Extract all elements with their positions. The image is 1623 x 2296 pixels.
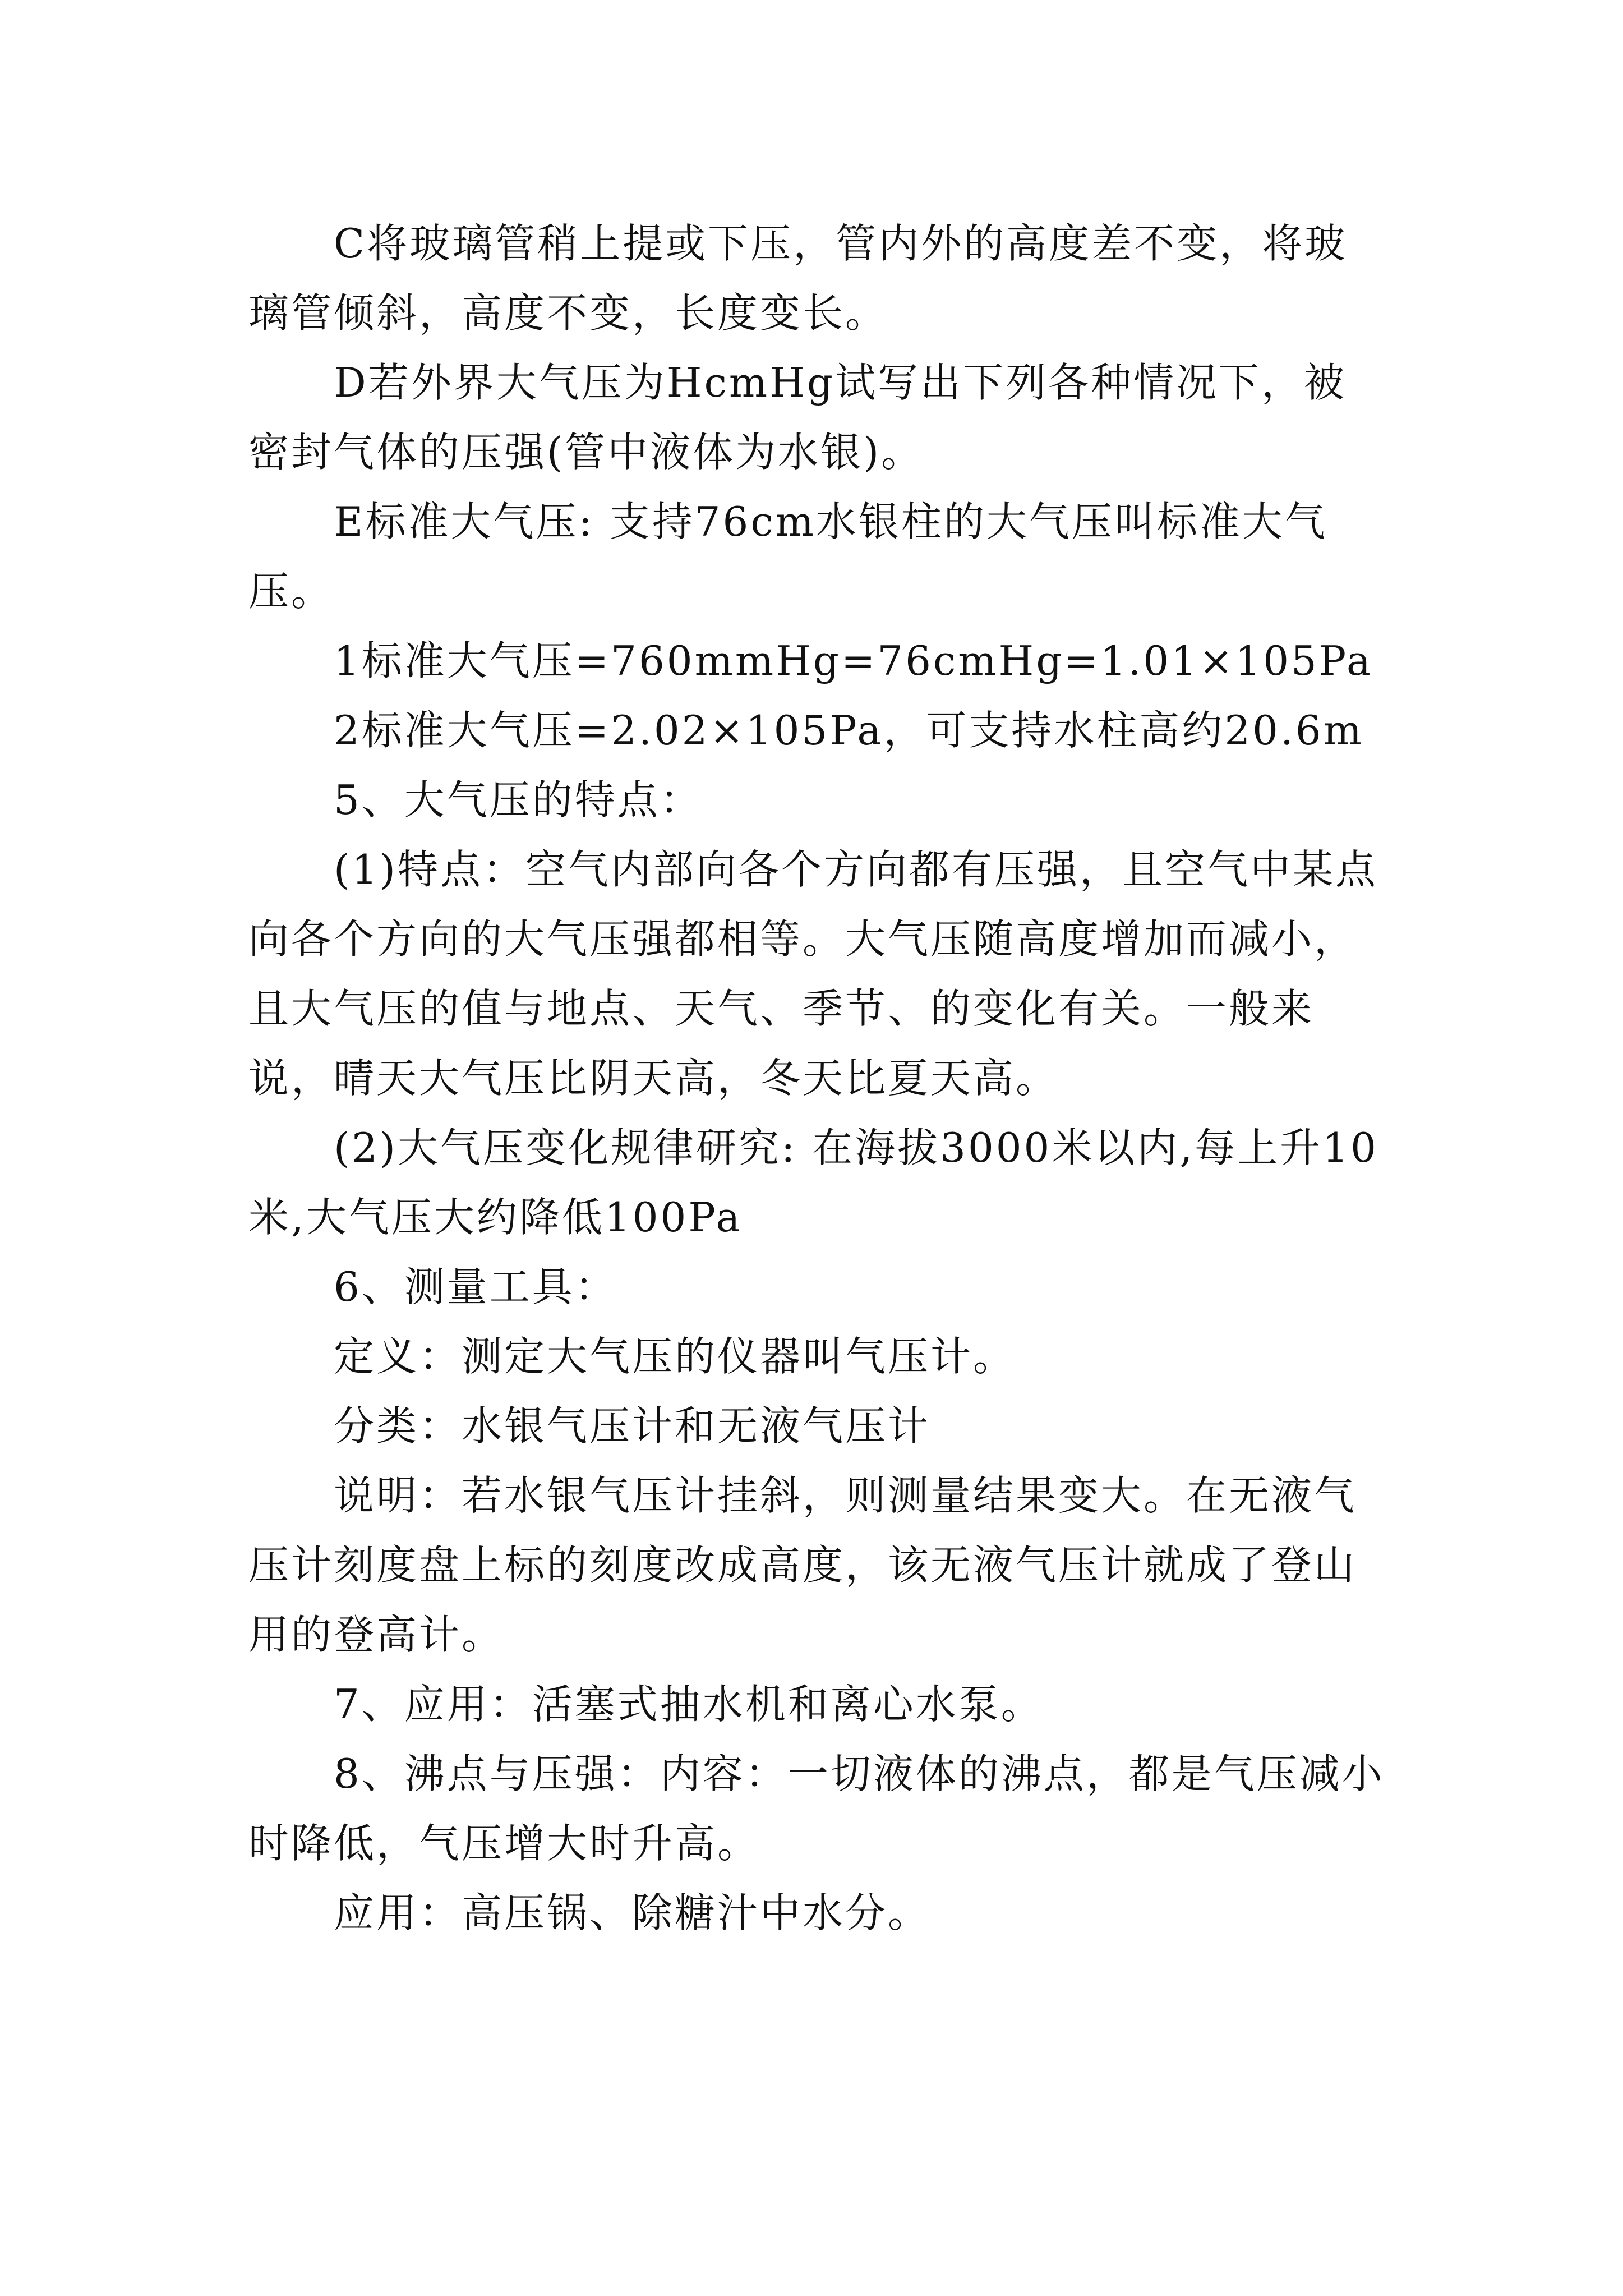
paragraph-glass-tube: C将玻璃管稍上提或下压，管内外的高度差不变，将玻璃管倾斜，高度不变，长度变长。	[248, 220, 1348, 337]
paragraph-explanation: 说明：若水银气压计挂斜，则测量结果变大。在无液气压计刻度盘上标的刻度改成高度，该无液气压计就成了登山用的登高计。	[248, 1472, 1357, 1658]
paragraph-standard-pressure-definition: E标准大气压: 支持76cm水银柱的大气压叫标准大气压。	[248, 498, 1327, 615]
paragraph-two-atm: 2标准大气压=2.02×105Pa，可支持水柱高约20.6m	[334, 707, 1364, 754]
paragraph-characteristics: (1)特点：空气内部向各个方向都有压强，且空气中某点向各个方向的大气压强都相等。大气压随高度增加而减小，且大气压的值与地点、天气、季节、的变化有关。一般来说，晴天大气压比阴天高，冬天比夏天高。	[248, 846, 1378, 1102]
paragraph-variation-rule: (2)大气压变化规律研究: 在海拔3000米以内,每上升10米,大气压大约降低100Pa	[248, 1124, 1378, 1241]
paragraph-applications: 7、应用：活塞式抽水机和离心水泵。	[334, 1681, 1044, 1728]
paragraph-definition: 定义：测定大气压的仪器叫气压计。	[334, 1333, 1016, 1380]
document-body	[248, 209, 1388, 1948]
heading-measurement-tools: 6、测量工具：	[334, 1263, 617, 1310]
paragraph-boiling-applications: 应用：高压锅、除糖汁中水分。	[334, 1889, 931, 1936]
heading-pressure-characteristics: 5、大气压的特点：	[334, 776, 703, 823]
paragraph-one-atm: 1标准大气压=760mmHg=76cmHg=1.01×105Pa	[334, 637, 1373, 684]
paragraph-classification: 分类：水银气压计和无液气压计	[334, 1402, 931, 1450]
paragraph-boiling-point: 8、沸点与压强：内容：一切液体的沸点，都是气压减小时降低，气压增大时升高。	[248, 1750, 1385, 1867]
paragraph-sealed-gas-pressure: D若外界大气压为HcmHg试写出下列各种情况下，被密封气体的压强(管中液体为水银)。	[248, 359, 1347, 476]
